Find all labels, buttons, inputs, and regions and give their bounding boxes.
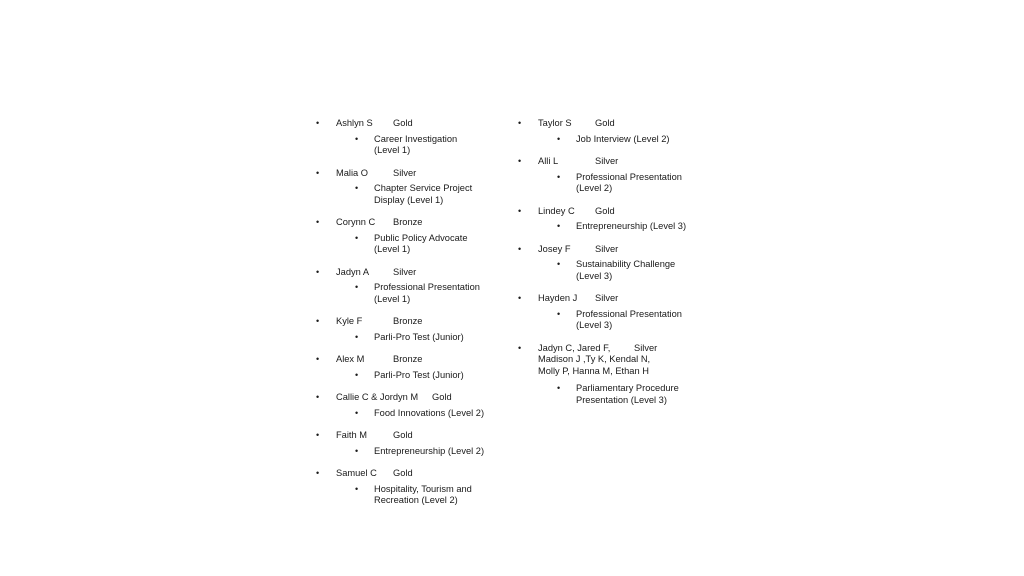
list-item <box>518 206 718 244</box>
bullet: • <box>355 282 359 292</box>
medal: Silver <box>634 342 658 353</box>
bullet: • <box>518 293 522 303</box>
list-item <box>316 118 516 168</box>
medal: Silver <box>595 243 619 254</box>
bullet: • <box>355 445 359 456</box>
list-item <box>316 316 516 354</box>
participant-name: Alli L <box>538 156 559 166</box>
medal: Silver <box>393 266 417 277</box>
event-name: Food Innovations (Level 2) <box>374 407 485 418</box>
medal: Gold <box>432 392 452 402</box>
participant-name: Malia O <box>336 167 369 178</box>
event-name: Parliamentary Procedure Presentation (Level 3) <box>576 383 679 405</box>
list-item <box>518 118 718 156</box>
left-column <box>316 118 516 507</box>
bullet: • <box>316 430 320 440</box>
list-item <box>316 392 516 430</box>
participant-name: Corynn C <box>336 217 376 227</box>
right-column <box>518 118 718 406</box>
bullet: • <box>355 183 359 193</box>
bullet: • <box>355 133 359 144</box>
participant-name: Callie C & Jordyn M <box>336 392 419 402</box>
medal: Gold <box>393 118 413 128</box>
event-name: Sustainability Challenge (Level 3) <box>576 259 676 281</box>
list-item <box>518 156 718 206</box>
bullet: • <box>557 171 561 182</box>
event-name: Job Interview (Level 2) <box>576 133 670 144</box>
bullet: • <box>316 167 320 178</box>
medal: Gold <box>595 205 615 216</box>
list-item <box>518 244 718 294</box>
medal: Gold <box>393 468 413 478</box>
bullet: • <box>316 316 320 326</box>
event-name: Parli-Pro Test (Junior) <box>374 331 464 342</box>
bullet: • <box>518 118 522 128</box>
participant-name: Hayden J <box>538 293 578 303</box>
bullet: • <box>316 118 320 128</box>
participant-name: Faith M <box>336 430 367 440</box>
bullet: • <box>316 392 320 402</box>
list-item <box>518 293 718 343</box>
bullet: • <box>355 407 359 418</box>
participant-name: Ashlyn S <box>336 118 373 128</box>
bullet: • <box>316 266 320 277</box>
event-name: Professional Presentation (Level 2) <box>576 171 682 193</box>
list-item <box>316 168 516 218</box>
event-name: Professional Presentation (Level 3) <box>576 308 682 330</box>
bullet: • <box>557 383 561 393</box>
medal: Gold <box>595 118 615 128</box>
event-name: Entrepreneurship (Level 2) <box>374 445 485 456</box>
list-item <box>316 468 516 507</box>
participant-name: Kyle F <box>336 316 363 326</box>
bullet: • <box>355 369 359 380</box>
list-item <box>316 430 516 468</box>
bullet: • <box>316 468 320 478</box>
medal: Silver <box>595 156 619 166</box>
bullet: • <box>316 217 320 227</box>
bullet: • <box>518 205 522 216</box>
event-name: Professional Presentation (Level 1) <box>374 282 480 304</box>
list-item <box>316 354 516 392</box>
bullet: • <box>355 483 359 494</box>
medal: Silver <box>595 293 619 303</box>
participant-name: Lindey C <box>538 205 575 216</box>
bullet: • <box>355 331 359 342</box>
participant-name: Alex M <box>336 354 365 364</box>
bullet: • <box>316 354 320 364</box>
participant-name: Jadyn A <box>336 266 370 277</box>
participant-name: Taylor S <box>538 118 572 128</box>
bullet: • <box>557 259 561 269</box>
list-item <box>316 217 516 267</box>
bullet: • <box>557 308 561 319</box>
participant-name: Jadyn C, Jared F, Madison J ,Ty K, Kendal N, Molly P, Hanna M, Ethan H <box>538 342 651 376</box>
bullet: • <box>557 133 561 144</box>
participant-name: Samuel C <box>336 468 377 478</box>
medal: Bronze <box>393 354 423 364</box>
event-name: Entrepreneurship (Level 3) <box>576 221 687 231</box>
medal: Gold <box>393 430 413 440</box>
medal: Bronze <box>393 217 423 227</box>
event-name: Career Investigation (Level 1) <box>374 133 458 155</box>
medal: Silver <box>393 167 417 178</box>
medal: Bronze <box>393 316 423 326</box>
event-name: Chapter Service Project Display (Level 1) <box>374 183 473 205</box>
bullet: • <box>518 342 522 353</box>
list-item <box>316 267 516 317</box>
event-name: Public Policy Advocate (Level 1) <box>374 232 468 254</box>
bullet: • <box>355 232 359 243</box>
event-name: Hospitality, Tourism and Recreation (Level 2) <box>374 483 472 505</box>
bullet: • <box>518 243 522 254</box>
list-item <box>518 343 718 407</box>
event-name: Parli-Pro Test (Junior) <box>374 369 464 380</box>
bullet: • <box>518 156 522 166</box>
bullet: • <box>557 221 561 231</box>
participant-name: Josey F <box>538 243 571 254</box>
